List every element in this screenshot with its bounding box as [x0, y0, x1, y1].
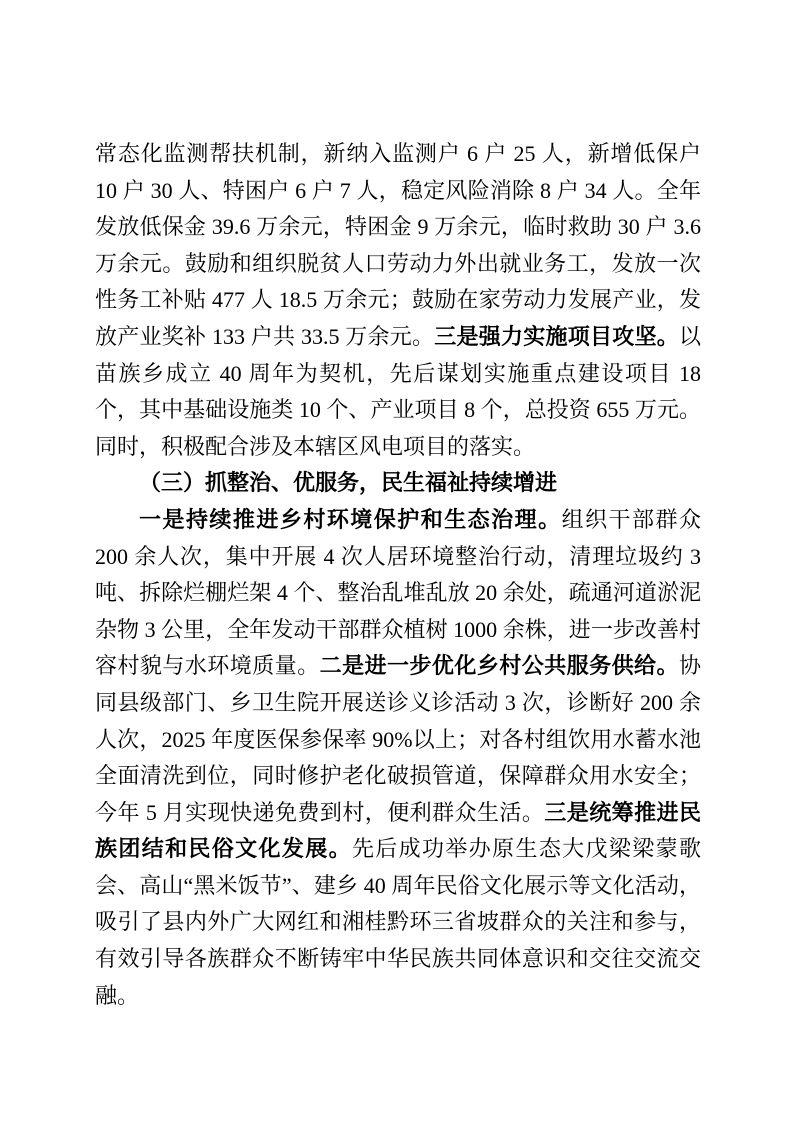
- paragraph-section-three-body: [95, 502, 701, 1014]
- text-segment: 以苗族乡成立 40 周年为契机，先后谋划实施重点建设项目 18 个，其中基础设施类 10 个、产业项目 8 个，总投资 655 万元。同时，积极配合涉及本辖区风电项目的落实。: [95, 323, 701, 459]
- paragraph-continued-from-previous-page: [95, 136, 701, 465]
- document-body: [95, 136, 701, 1014]
- text-segment: 常态化监测帮扶机制，新纳入监测户 6 户 25 人，新增低保户 10 户 30 人、特困户 6 户 7 人，稳定风险消除 8 户 34 人。全年发放低保金 39.6 万余元，特困金 9 万余元，临时救助 30 户 3.6 万余元。鼓励和组织脱贫人口劳动力外出就业务工，发放一次性务工补贴 477 人 18.5 万余元；鼓励在家劳动力发展产业，发放产业奖补 133 户共 33.5 万余元。: [95, 141, 701, 349]
- bold-text-segment: 三是统筹推进民族团结和民俗文化发展。: [95, 799, 701, 862]
- text-segment: 先后成功举办原生态大戊梁梁蒙歌会、高山“黑米饭节”、建乡 40 周年民俗文化展示等文化活动，吸引了县内外广大网红和湘桂黔环三省坡群众的关注和参与，有效引导各族群众不断铸牢中华民族共同体意识和交往交流交融。: [95, 836, 701, 1008]
- bold-text-segment: （三）抓整治、优服务，民生福祉持续增进: [139, 470, 558, 496]
- section-heading-three: [95, 465, 701, 502]
- text-segment: 协同县级部门、乡卫生院开展送诊义诊活动 3 次，诊断好 200 余人次，2025 年度医保参保率 90%以上；对各村组饮用水蓄水池全面清洗到位，同时修护老化破损管道，保障群众用水安全；今年 5 月实现快递免费到村，便利群众生活。: [95, 653, 701, 825]
- bold-text-segment: 二是进一步优化乡村公共服务供给。: [319, 653, 679, 679]
- bold-text-segment: 一是持续推进乡村环境保护和生态治理。: [139, 506, 562, 532]
- text-segment: 组织干部群众 200 余人次，集中开展 4 次人居环境整治行动，清理垃圾约 3 吨、拆除烂棚烂架 4 个、整治乱堆乱放 20 余处，疏通河道淤泥杂物 3 公里，全年发动干部群众植树 1000 余株，进一步改善村容村貌与水环境质量。: [95, 506, 701, 679]
- bold-text-segment: 三是强力实施项目攻坚。: [434, 323, 679, 349]
